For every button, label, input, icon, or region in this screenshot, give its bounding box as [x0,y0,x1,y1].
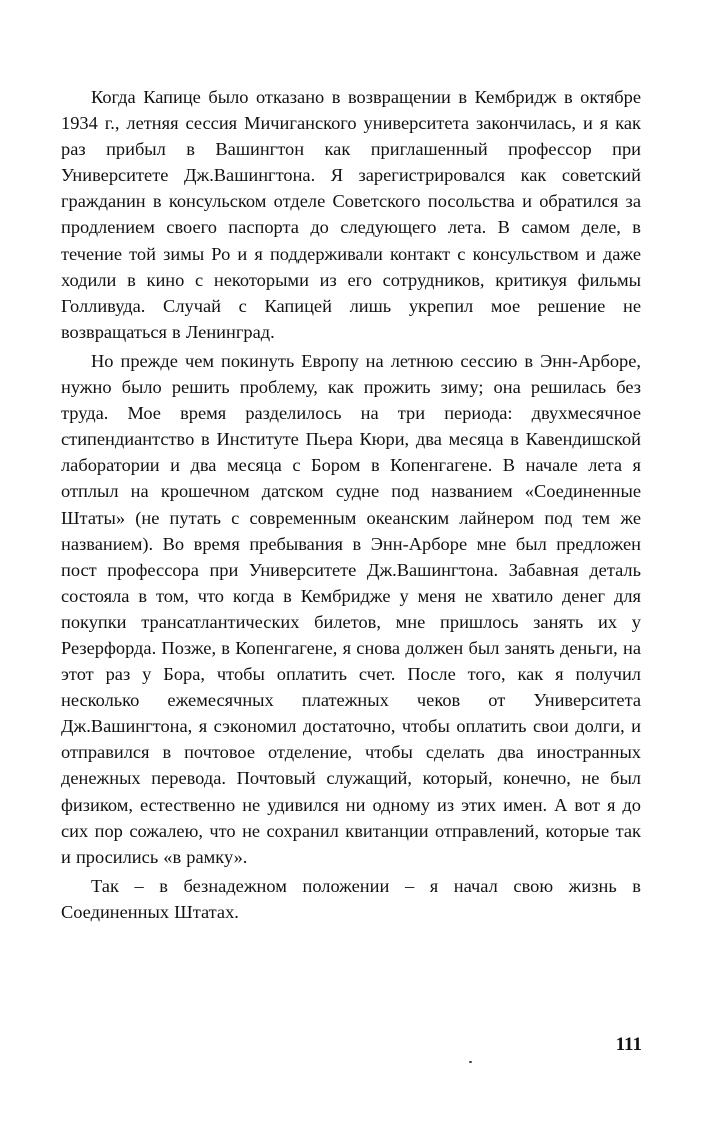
page-number: 111 [615,1034,642,1055]
paragraph-2: Но прежде чем покинуть Европу на летнюю сессию в Энн-Арборе, нужно было решить проблему, как прожить зиму; она решилась без труда. Мое время разделилось на три периода: двухмесячное стипендиантство в Институте Пьера Кюри, два месяца в Кавендишской лаборатории и два месяца с Бором в Копенгагене. В начале лета я отплыл на крошечном датском судне под названием «Соединенные Штаты» (не путать с современным океанским лайнером под тем же названием). Во время пребывания в Энн-Арборе мне был предложен пост профессора при Университете Дж.Вашингтона. Забавная деталь состояла в том, что когда в Кембридже у меня не хватило денег для покупки трансатлантических билетов, мне пришлось занять их у Резерфорда. Позже, в Копенгагене, я снова должен был занять деньги, на этот раз у Бора, чтобы оплатить счет. После того, как я получил несколько ежемесячных платежных чеков от Университета Дж.Вашингтона, я сэкономил достаточно, чтобы оплатить свои долги, и отправился в почтовое отделение, чтобы сделать два иностранных денежных перевода. Почтовый служащий, который, конечно, не был физиком, естественно не удивился ни одному из этих имен. А вот я до сих пор сожалею, что не сохранил квитанции отправлений, которые так и просились «в рамку». [61,350,641,867]
print-speck [469,1061,472,1063]
paragraph-3: Так – в безнадежном положении – я начал свою жизнь в Соединенных Штатах. [61,875,641,922]
page-body [61,84,641,925]
paragraph-1: Когда Капице было отказано в возвращении в Кембридж в октябре 1934 г., летняя сессия Мичиганского университета закончилась, и я как раз прибыл в Вашингтон как приглашенный профессор при Университете Дж.Вашингтона. Я зарегистрировался как советский гражданин в консульском отделе Советского посольства и обратился за продлением своего паспорта до следующего лета. В самом деле, в течение той зимы Ро и я поддерживали контакт с консульством и даже ходили в кино с некоторыми из его сотрудников, критикуя фильмы Голливуда. Случай с Капицей лишь укрепил мое решение не возвращаться в Ленинград. [61,87,641,342]
